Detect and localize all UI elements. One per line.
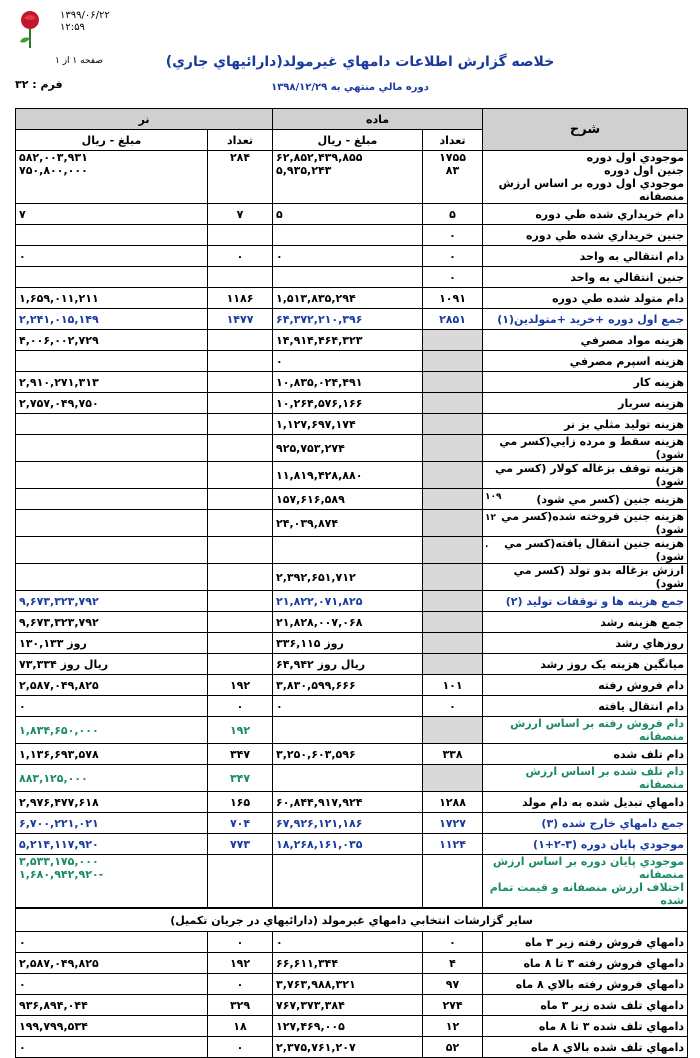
male-count bbox=[208, 393, 273, 414]
row-aside-count: ۱۲ bbox=[485, 513, 497, 523]
female-count bbox=[423, 612, 483, 633]
female-amount: ۰ bbox=[273, 246, 423, 267]
table-row bbox=[16, 612, 688, 633]
female-count bbox=[423, 537, 483, 564]
female-amount: ۳,۸۳۰,۵۹۹,۶۶۶ bbox=[273, 675, 423, 696]
female-count: ۱۷۲۷ bbox=[423, 813, 483, 834]
row-label: جمع هزينه رشد bbox=[483, 612, 688, 633]
male-count bbox=[208, 435, 273, 462]
table-row bbox=[16, 564, 688, 591]
col-header-sharh: شرح bbox=[483, 109, 688, 151]
female-amount: ۲۱,۸۲۸,۰۰۷,۰۶۸ bbox=[273, 612, 423, 633]
male-amount: ۲,۹۷۶,۴۷۷,۶۱۸ bbox=[16, 792, 208, 813]
male-amount: ۱۹۹,۷۹۹,۵۳۴ bbox=[16, 1016, 208, 1037]
report-datetime bbox=[60, 10, 110, 34]
table-row bbox=[16, 813, 688, 834]
male-count bbox=[208, 510, 273, 537]
female-count: ۱۱۲۴ bbox=[423, 834, 483, 855]
female-count: ۲۷۴ bbox=[423, 995, 483, 1016]
male-amount: ۵,۲۱۴,۱۱۷,۹۲۰ bbox=[16, 834, 208, 855]
male-amount: ۰ bbox=[16, 974, 208, 995]
female-amount: ۲۴,۰۳۹,۸۷۴ bbox=[273, 510, 423, 537]
female-count: ۵۲ bbox=[423, 1037, 483, 1058]
row-label: جمع هزينه ها و توقفات توليد (۲) bbox=[483, 591, 688, 612]
male-count bbox=[208, 564, 273, 591]
row-label: دامهاي تبديل شده به دام مولد bbox=[483, 792, 688, 813]
male-count: ۰ bbox=[208, 246, 273, 267]
row-aside-count: ۱۰۹ bbox=[485, 492, 502, 502]
female-count bbox=[423, 414, 483, 435]
male-count: ۷۰۴ bbox=[208, 813, 273, 834]
row-label: دامهاي فروش رفته ۳ تا ۸ ماه bbox=[483, 953, 688, 974]
female-amount: ۱۲۷,۴۶۹,۰۰۵ bbox=[273, 1016, 423, 1037]
row-label: هزينه توليد مثلي بز نر bbox=[483, 414, 688, 435]
row-aside-count: . bbox=[485, 540, 489, 550]
female-amount: ۷۶۷,۳۷۳,۳۸۴ bbox=[273, 995, 423, 1016]
male-amount bbox=[16, 537, 208, 564]
female-count: ۹۷ bbox=[423, 974, 483, 995]
male-amount: ۹۳۶,۸۹۴,۰۴۴ bbox=[16, 995, 208, 1016]
male-amount bbox=[16, 351, 208, 372]
female-count: ۴ bbox=[423, 953, 483, 974]
report-date: ۱۳۹۹/۰۶/۲۲ bbox=[60, 10, 110, 21]
summary-table bbox=[15, 108, 688, 1058]
female-count bbox=[423, 591, 483, 612]
table-row bbox=[16, 855, 688, 909]
table-row bbox=[16, 414, 688, 435]
table-row bbox=[16, 393, 688, 414]
male-amount: ۲,۵۸۷,۰۴۹,۸۲۵ bbox=[16, 675, 208, 696]
report-time: ۱۲:۵۹ bbox=[60, 22, 85, 33]
male-amount: ۷۳,۳۳۴ ريال روز bbox=[16, 654, 208, 675]
male-amount: ۲,۹۱۰,۲۷۱,۳۱۳ bbox=[16, 372, 208, 393]
female-count: ۱۰۱ bbox=[423, 675, 483, 696]
female-count bbox=[423, 435, 483, 462]
table-row bbox=[16, 654, 688, 675]
other-reports-title: ساير گزارشات انتخابي دامهاي غيرمولد (دارائيهاي در جريان تكميل) bbox=[16, 908, 688, 932]
table-row bbox=[16, 953, 688, 974]
female-amount: ۱,۵۱۳,۸۳۵,۲۹۴ bbox=[273, 288, 423, 309]
female-amount: ۱۸,۲۶۸,۱۶۱,۰۳۵ bbox=[273, 834, 423, 855]
table-row bbox=[16, 510, 688, 537]
row-label: دامهاي تلف شده زير ۳ ماه bbox=[483, 995, 688, 1016]
female-amount: ۱۵۷,۶۱۶,۵۸۹ bbox=[273, 489, 423, 510]
row-label: موجودي اول دوره جنين اول دوره موجودي اول دوره بر اساس ارزش منصفانه bbox=[483, 151, 688, 204]
male-count: ۱۶۵ bbox=[208, 792, 273, 813]
female-count: ۳۳۸ bbox=[423, 744, 483, 765]
table-row bbox=[16, 309, 688, 330]
male-amount: ۰ bbox=[16, 696, 208, 717]
female-count bbox=[423, 633, 483, 654]
table-row bbox=[16, 351, 688, 372]
male-amount: ۱,۸۳۴,۶۵۰,۰۰۰ bbox=[16, 717, 208, 744]
female-amount bbox=[273, 855, 423, 909]
male-amount bbox=[16, 267, 208, 288]
table-row bbox=[16, 834, 688, 855]
male-amount: ۲,۷۵۷,۰۴۹,۷۵۰ bbox=[16, 393, 208, 414]
row-label: دام انتقال يافته bbox=[483, 696, 688, 717]
row-label: جنين انتقالي به واحد bbox=[483, 267, 688, 288]
row-label: هزينه توقف بزغاله كولار (كسر مي شود) bbox=[483, 462, 688, 489]
female-count: ۰ bbox=[423, 267, 483, 288]
male-count bbox=[208, 855, 273, 909]
table-row bbox=[16, 995, 688, 1016]
female-amount bbox=[273, 537, 423, 564]
male-count bbox=[208, 591, 273, 612]
male-count: ۳۴۷ bbox=[208, 744, 273, 765]
female-count: ۵ bbox=[423, 204, 483, 225]
male-amount: ۶,۷۰۰,۲۲۱,۰۲۱ bbox=[16, 813, 208, 834]
female-amount: ۳۳۶,۱۱۵ روز bbox=[273, 633, 423, 654]
row-label: هزينه جنين فروخته شده(كسر مي شود) ۱۲ bbox=[483, 510, 688, 537]
female-amount: ۶۴,۹۴۲ ريال روز bbox=[273, 654, 423, 675]
female-amount: ۶۲,۸۵۲,۴۳۹,۸۵۵ ۵,۹۳۵,۲۴۳ bbox=[273, 151, 423, 204]
male-count bbox=[208, 414, 273, 435]
male-amount: ۸۸۳,۱۲۵,۰۰۰ bbox=[16, 765, 208, 792]
male-amount: ۲,۵۸۷,۰۴۹,۸۲۵ bbox=[16, 953, 208, 974]
male-count bbox=[208, 267, 273, 288]
male-count: ۰ bbox=[208, 932, 273, 953]
female-amount: ۱۴,۹۱۴,۴۶۴,۳۲۳ bbox=[273, 330, 423, 351]
male-amount: ۱,۶۵۹,۰۱۱,۲۱۱ bbox=[16, 288, 208, 309]
female-amount: ۱۰,۸۳۵,۰۲۴,۴۹۱ bbox=[273, 372, 423, 393]
female-amount bbox=[273, 267, 423, 288]
row-label: ميانگين هزينه يک روز رشد bbox=[483, 654, 688, 675]
male-amount: ۴,۰۰۶,۰۰۲,۷۲۹ bbox=[16, 330, 208, 351]
male-count: ۱۱۸۶ bbox=[208, 288, 273, 309]
table-row bbox=[16, 372, 688, 393]
other-reports-header-row bbox=[16, 908, 688, 932]
male-amount: ۹,۶۷۳,۳۲۳,۷۹۲ bbox=[16, 612, 208, 633]
table-row bbox=[16, 225, 688, 246]
rose-logo bbox=[15, 8, 45, 50]
female-amount: ۰ bbox=[273, 932, 423, 953]
row-label: جمع دامهاي خارج شده (۳) bbox=[483, 813, 688, 834]
female-count bbox=[423, 855, 483, 909]
female-count: ۲۸۵۱ bbox=[423, 309, 483, 330]
female-amount bbox=[273, 765, 423, 792]
female-count bbox=[423, 372, 483, 393]
table-row bbox=[16, 489, 688, 510]
male-amount: ۱,۱۳۶,۶۹۳,۵۷۸ bbox=[16, 744, 208, 765]
row-label: دام تلف شده بر اساس ارزش منصفانه bbox=[483, 765, 688, 792]
male-count bbox=[208, 489, 273, 510]
col-header-female-amount: مبلغ - ريال bbox=[273, 130, 423, 151]
table-row bbox=[16, 696, 688, 717]
female-amount: ۱,۱۲۷,۶۹۷,۱۷۴ bbox=[273, 414, 423, 435]
male-amount bbox=[16, 489, 208, 510]
row-label: هزينه سربار bbox=[483, 393, 688, 414]
col-header-male-amount: مبلغ - ريال bbox=[16, 130, 208, 151]
female-amount: ۰ bbox=[273, 696, 423, 717]
male-amount bbox=[16, 414, 208, 435]
male-count bbox=[208, 612, 273, 633]
female-count: ۰ bbox=[423, 696, 483, 717]
female-amount: ۶۰,۸۴۴,۹۱۷,۹۲۴ bbox=[273, 792, 423, 813]
male-count bbox=[208, 537, 273, 564]
female-count bbox=[423, 462, 483, 489]
female-amount: ۵ bbox=[273, 204, 423, 225]
male-count: ۰ bbox=[208, 1037, 273, 1058]
col-header-female: ماده bbox=[273, 109, 483, 130]
female-count: ۰ bbox=[423, 246, 483, 267]
row-label: روزهاي رشد bbox=[483, 633, 688, 654]
female-count bbox=[423, 489, 483, 510]
female-count: ۱۲ bbox=[423, 1016, 483, 1037]
female-amount: ۶۷,۹۲۶,۱۲۱,۱۸۶ bbox=[273, 813, 423, 834]
female-amount bbox=[273, 717, 423, 744]
male-amount bbox=[16, 462, 208, 489]
row-label: دام متولد شده طي دوره bbox=[483, 288, 688, 309]
male-amount bbox=[16, 564, 208, 591]
male-amount bbox=[16, 225, 208, 246]
female-count bbox=[423, 564, 483, 591]
row-label: دام انتقالي به واحد bbox=[483, 246, 688, 267]
female-count bbox=[423, 393, 483, 414]
female-count bbox=[423, 510, 483, 537]
male-count: ۳۴۷ bbox=[208, 765, 273, 792]
table-row bbox=[16, 744, 688, 765]
female-amount: ۳,۲۵۰,۶۰۳,۵۹۶ bbox=[273, 744, 423, 765]
male-count bbox=[208, 462, 273, 489]
table-row bbox=[16, 1037, 688, 1058]
female-amount bbox=[273, 225, 423, 246]
female-amount: ۱۱,۸۱۹,۴۲۸,۸۸۰ bbox=[273, 462, 423, 489]
row-label: دام فروش رفته bbox=[483, 675, 688, 696]
row-label: ارزش بزغاله بدو تولد (كسر مي شود) bbox=[483, 564, 688, 591]
female-count: ۰ bbox=[423, 225, 483, 246]
female-amount: ۳,۷۶۳,۹۸۸,۳۲۱ bbox=[273, 974, 423, 995]
male-count: ۱۹۲ bbox=[208, 675, 273, 696]
male-amount: ۰ bbox=[16, 1037, 208, 1058]
table-row bbox=[16, 462, 688, 489]
male-amount: ۷ bbox=[16, 204, 208, 225]
male-count bbox=[208, 372, 273, 393]
male-amount bbox=[16, 510, 208, 537]
form-number: فرم : ۳۲ bbox=[15, 78, 63, 91]
page-title: خلاصه گزارش اطلاعات دامهاي غيرمولد(دارائيهاي جاري) bbox=[165, 54, 555, 70]
page-number: صفحه ۱ از ۱ bbox=[55, 56, 103, 66]
table-row bbox=[16, 675, 688, 696]
female-amount: ۹۲۵,۷۵۳,۲۷۴ bbox=[273, 435, 423, 462]
row-label: هزينه جنين (كسر مي شود) ۱۰۹ bbox=[483, 489, 688, 510]
female-count: ۱۲۸۸ bbox=[423, 792, 483, 813]
female-count: ۱۰۹۱ bbox=[423, 288, 483, 309]
female-amount: ۲,۳۹۲,۶۵۱,۷۱۲ bbox=[273, 564, 423, 591]
female-count bbox=[423, 351, 483, 372]
male-amount bbox=[16, 435, 208, 462]
table-row bbox=[16, 765, 688, 792]
table-row bbox=[16, 267, 688, 288]
female-count: ۱۷۵۵ ۸۳ bbox=[423, 151, 483, 204]
female-amount: ۲,۳۷۵,۷۶۱,۲۰۷ bbox=[273, 1037, 423, 1058]
row-label: جنين خريداري شده طي دوره bbox=[483, 225, 688, 246]
male-count bbox=[208, 633, 273, 654]
col-header-female-count: تعداد bbox=[423, 130, 483, 151]
male-count bbox=[208, 330, 273, 351]
female-amount: ۶۶,۶۱۱,۳۴۴ bbox=[273, 953, 423, 974]
female-count bbox=[423, 765, 483, 792]
male-count: ۰ bbox=[208, 974, 273, 995]
male-count bbox=[208, 225, 273, 246]
row-label: هزينه جنين انتقال يافته(كسر مي شود) . bbox=[483, 537, 688, 564]
row-label: دامهاي فروش رفته زير ۳ ماه bbox=[483, 932, 688, 953]
male-amount: ۵۸۲,۰۰۳,۹۳۱ ۷۵۰,۸۰۰,۰۰۰ bbox=[16, 151, 208, 204]
male-amount: ۰ bbox=[16, 246, 208, 267]
female-count bbox=[423, 654, 483, 675]
row-label: جمع اول دوره +خريد +متولدين(۱) bbox=[483, 309, 688, 330]
female-count bbox=[423, 330, 483, 351]
col-header-male: نر bbox=[16, 109, 273, 130]
fiscal-period: دوره مالي منتهي به ۱۳۹۸/۱۲/۲۹ bbox=[271, 82, 429, 93]
table-row bbox=[16, 591, 688, 612]
col-header-male-count: تعداد bbox=[208, 130, 273, 151]
table-row bbox=[16, 246, 688, 267]
male-count: ۲۸۴ bbox=[208, 151, 273, 204]
row-label: هزينه سقط و مرده زايي(كسر مي شود) bbox=[483, 435, 688, 462]
male-amount: ۱۳۰,۱۳۳ روز bbox=[16, 633, 208, 654]
male-count: ۷۷۳ bbox=[208, 834, 273, 855]
row-label: هزينه مواد مصرفي bbox=[483, 330, 688, 351]
table-row bbox=[16, 151, 688, 204]
male-count: ۷ bbox=[208, 204, 273, 225]
table-row bbox=[16, 932, 688, 953]
table-row bbox=[16, 288, 688, 309]
female-amount: ۱۰,۲۶۴,۵۷۶,۱۶۶ bbox=[273, 393, 423, 414]
table-row bbox=[16, 204, 688, 225]
row-label: دامهاي تلف شده ۳ تا ۸ ماه bbox=[483, 1016, 688, 1037]
table-row bbox=[16, 633, 688, 654]
male-count: ۱۴۷۷ bbox=[208, 309, 273, 330]
row-label: موجودي پايان دوره بر اساس ارزش منصفانه اختلاف ارزش منصفانه و قيمت تمام شده bbox=[483, 855, 688, 909]
row-label: دام تلف شده bbox=[483, 744, 688, 765]
female-amount: ۰ bbox=[273, 351, 423, 372]
male-count bbox=[208, 351, 273, 372]
row-label: هزينه كار bbox=[483, 372, 688, 393]
female-count bbox=[423, 717, 483, 744]
table-row bbox=[16, 717, 688, 744]
row-label: دام فروش رفته بر اساس ارزش منصفانه bbox=[483, 717, 688, 744]
table-row bbox=[16, 1016, 688, 1037]
female-count: ۰ bbox=[423, 932, 483, 953]
table-row bbox=[16, 330, 688, 351]
table-row bbox=[16, 974, 688, 995]
male-count: ۳۲۹ bbox=[208, 995, 273, 1016]
male-amount: ۹,۶۷۳,۳۲۳,۷۹۲ bbox=[16, 591, 208, 612]
table-row bbox=[16, 792, 688, 813]
male-count: ۱۹۲ bbox=[208, 717, 273, 744]
male-count: ۱۹۲ bbox=[208, 953, 273, 974]
male-amount: ۳,۵۳۳,۱۷۵,۰۰۰ ۱,۶۸۰,۹۴۲,۹۲۰- bbox=[16, 855, 208, 909]
female-amount: ۶۴,۳۷۲,۲۱۰,۳۹۶ bbox=[273, 309, 423, 330]
row-label: موجودي پايان دوره (۳-۲+۱) bbox=[483, 834, 688, 855]
male-count: ۱۸ bbox=[208, 1016, 273, 1037]
table-row bbox=[16, 435, 688, 462]
male-count: ۰ bbox=[208, 696, 273, 717]
female-amount: ۲۱,۸۲۲,۰۷۱,۸۲۵ bbox=[273, 591, 423, 612]
row-label: دامهاي فروش رفته بالاي ۸ ماه bbox=[483, 974, 688, 995]
male-amount: ۰ bbox=[16, 932, 208, 953]
table-row bbox=[16, 537, 688, 564]
male-count bbox=[208, 654, 273, 675]
male-amount: ۲,۲۴۱,۰۱۵,۱۴۹ bbox=[16, 309, 208, 330]
row-label: دام خريداري شده طي دوره bbox=[483, 204, 688, 225]
row-label: هزينه اسپرم مصرفي bbox=[483, 351, 688, 372]
row-label: دامهاي تلف شده بالاي ۸ ماه bbox=[483, 1037, 688, 1058]
